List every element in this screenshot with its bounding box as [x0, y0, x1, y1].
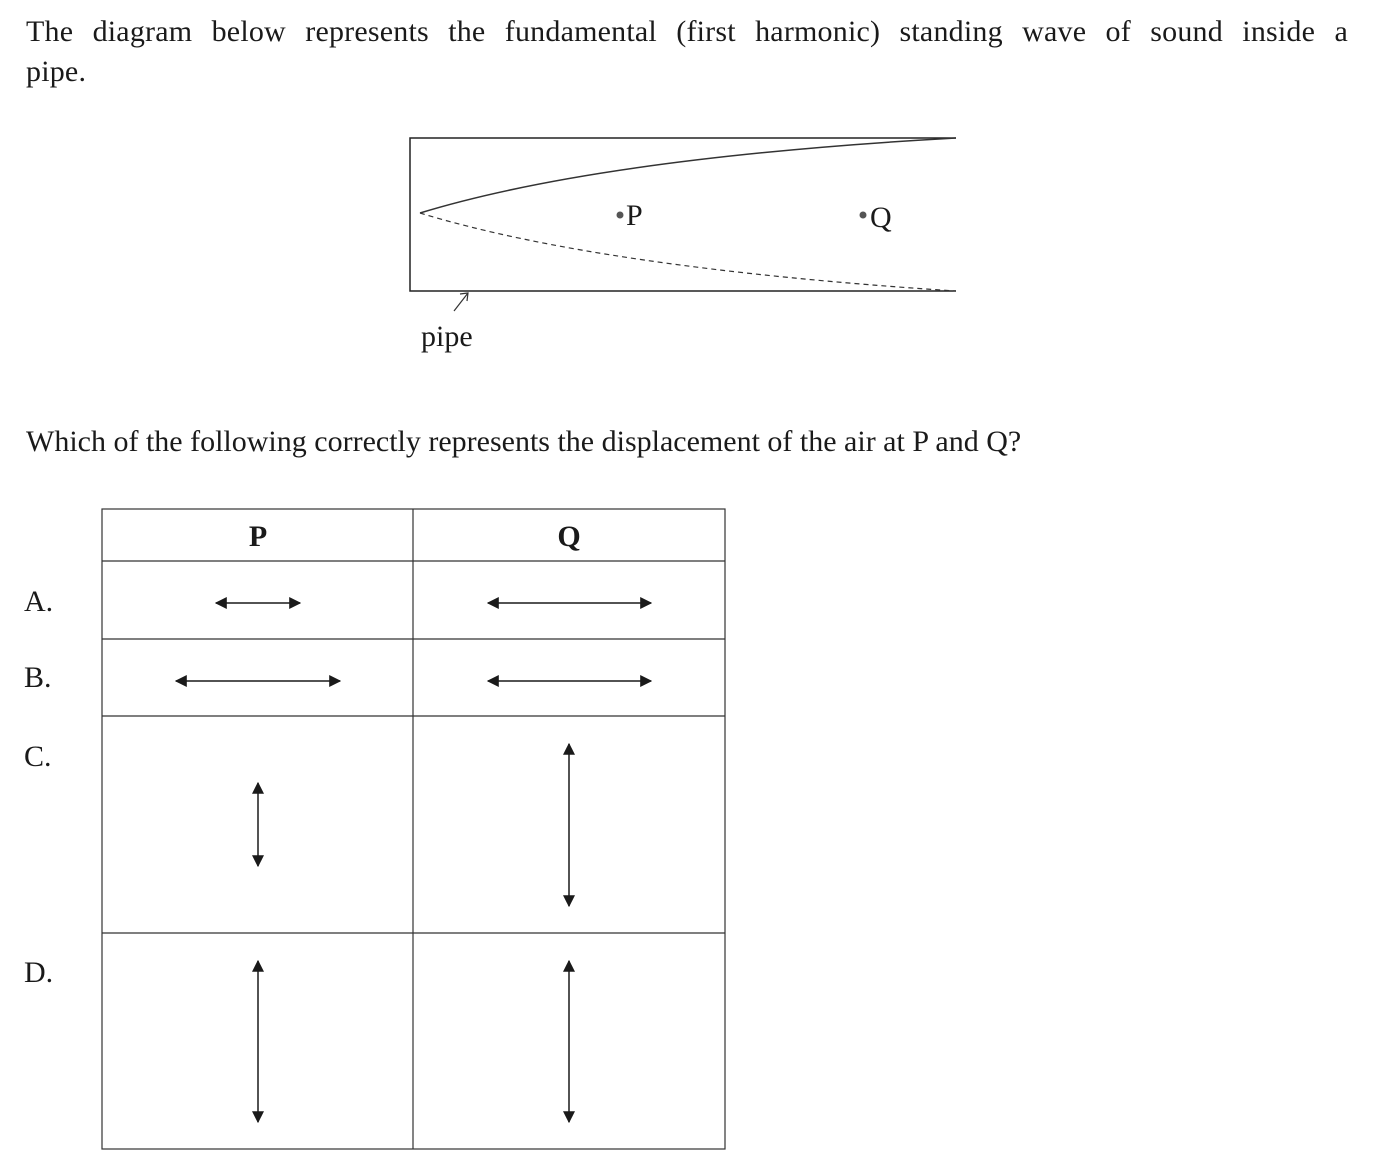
- point-p-dot: [617, 212, 624, 219]
- option-b-label[interactable]: B.: [24, 661, 52, 694]
- question-text: Which of the following correctly represents the displacement of the air at P and Q?: [26, 425, 1022, 458]
- table-header-p: P: [248, 520, 268, 553]
- intro-paragraph: The diagram below represents the fundamental (first harmonic) standing wave of sound inside a pipe.: [26, 15, 1348, 88]
- point-q-label: Q: [870, 201, 892, 234]
- option-d-label[interactable]: D.: [24, 956, 54, 989]
- point-q-dot: [860, 212, 867, 219]
- option-a-label[interactable]: A.: [24, 585, 54, 618]
- pipe-label: pipe: [421, 320, 473, 353]
- pipe-pointer-arrow: [454, 293, 468, 311]
- options-table: [102, 509, 725, 1149]
- option-c-label[interactable]: C.: [24, 740, 52, 773]
- table-header-q: Q: [557, 520, 581, 553]
- pipe-diagram: [410, 138, 956, 353]
- point-p-label: P: [626, 199, 643, 232]
